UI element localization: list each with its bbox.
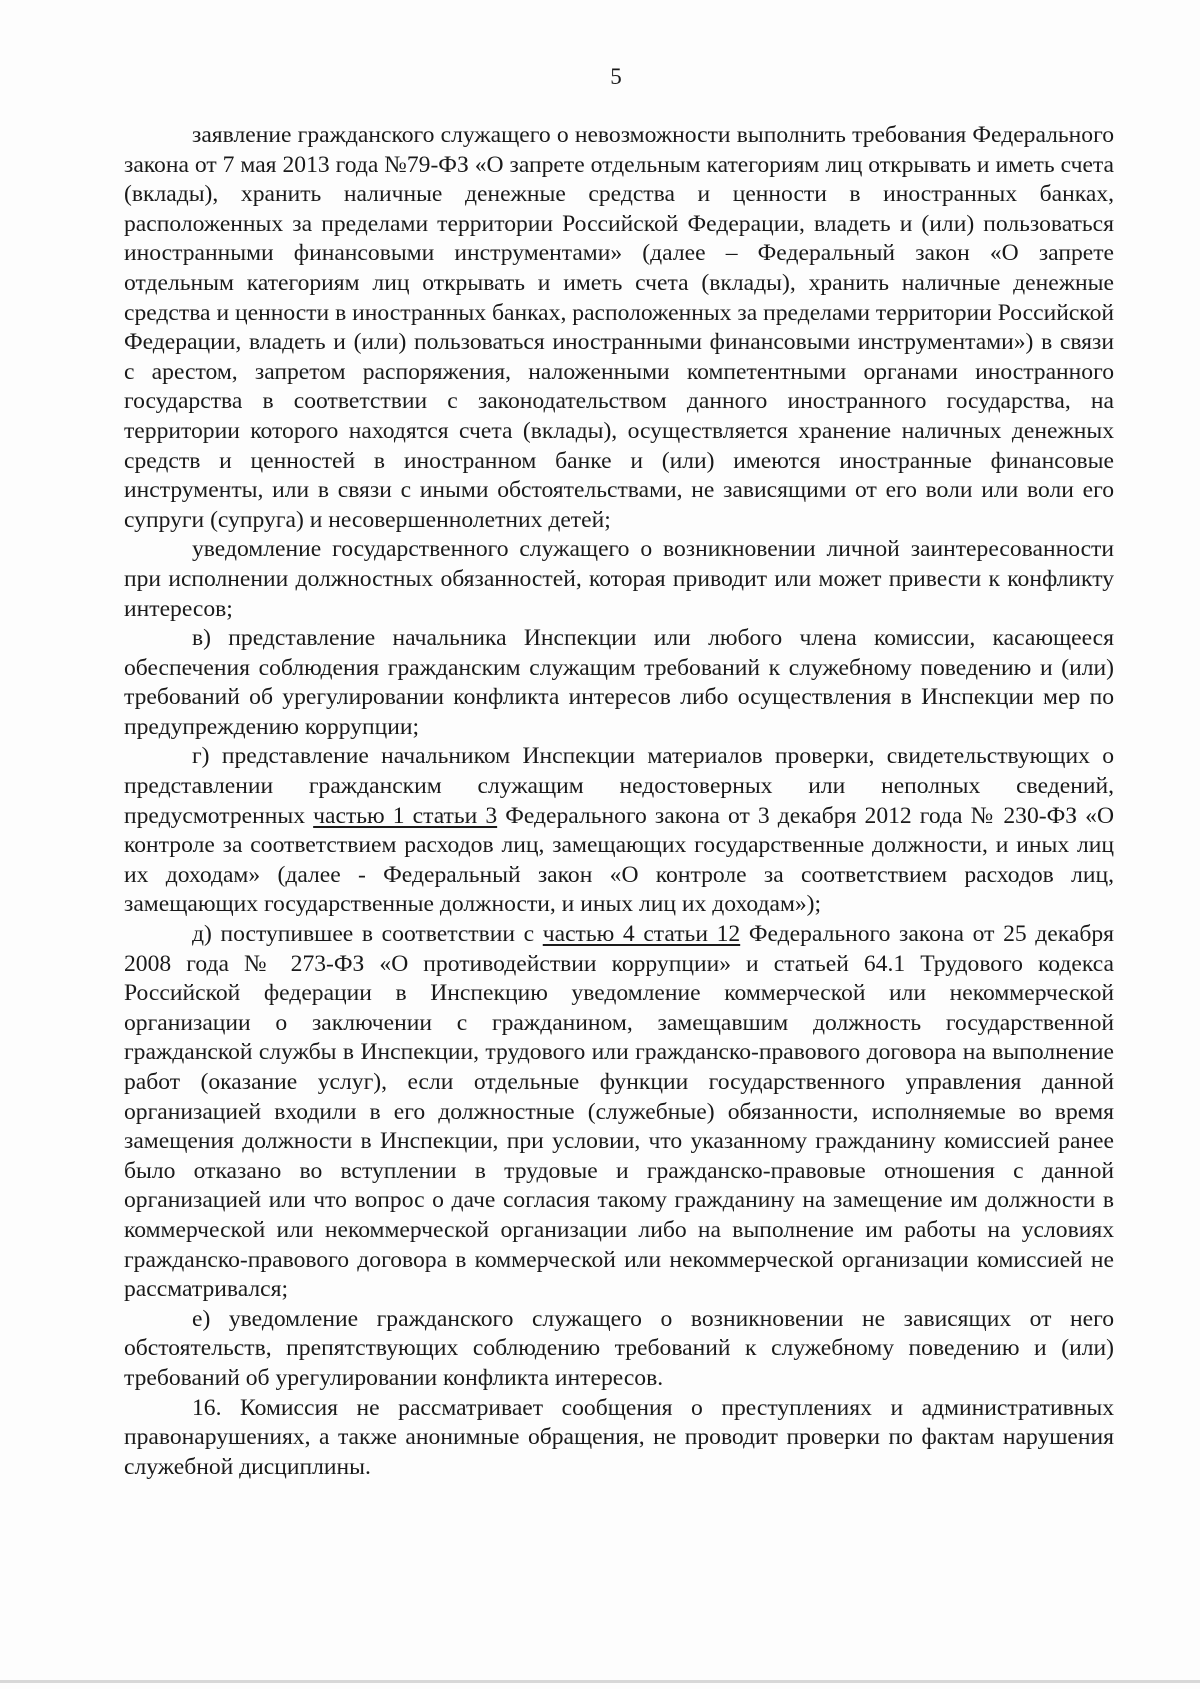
paragraph-item-g — [124, 742, 1114, 920]
page-number: 5 — [610, 64, 622, 89]
paragraph-item-e: е) уведомление гражданского служащего о возникновении не зависящих от него обстоятельств, препятствующих соблюдению требований к служебному поведению и (или) требований об урегулировании конфликта интересов. — [124, 1305, 1114, 1391]
law-reference-link[interactable]: частью 4 статьи 12 — [542, 921, 741, 948]
paragraph-section-16: 16. Комиссия не рассматривает сообщения о преступлениях и административных правонарушениях, а также анонимные обращения, не проводит проверки по фактам нарушения служебной дисциплины. — [124, 1394, 1114, 1480]
law-reference-link[interactable]: частью 1 статьи 3 — [313, 802, 498, 829]
paragraph-item-g-text-end: Федерального закона от 3 декабря 2012 года № 230-ФЗ «О контроле за соответствием расходов лиц, замещающих государственные должности, и иных лиц их доходам» (далее - Федеральный закон «О контроле за соответствием расходов лиц, замещающих государственные должности, и иных лиц их доходам»); — [124, 802, 1114, 918]
paragraph-notification: уведомление государственного служащего о возникновении личной заинтересованности при исполнении должностных обязанностей, которая приводит или может привести к конфликту интересов; — [124, 536, 1114, 622]
scan-edge-line — [0, 1680, 1200, 1683]
paragraph-item-d-text-start: д) поступившее в соответствии с — [192, 921, 543, 948]
paragraph-item-g-text-start: г) представление начальником Инспекции материалов проверки, свидетельствующих о представлении гражданским служащим недостоверных или неполных сведений, предусмотренных — [124, 743, 1114, 829]
paragraph-item-v: в) представление начальника Инспекции или любого члена комиссии, касающееся обеспечения соблюдения гражданским служащим требований к служебному поведению и (или) требований об урегулировании конфликта интересов либо осуществления в Инспекции мер по предупреждению коррупции; — [124, 625, 1114, 740]
paragraph-item-d — [124, 920, 1114, 1305]
paragraph-statement: заявление гражданского служащего о невозможности выполнить требования Федерального закона от 7 мая 2013 года №79-ФЗ «О запрете отдельным категориям лиц открывать и иметь счета (вклады), хранить наличные денежные средства и ценности в иностранных банках, расположенных за пределами территории Российской Федерации, владеть и (или) пользоваться иностранными финансовыми инструментами» (далее – Федеральный закон «О запрете отдельным категориям лиц открывать и иметь счета (вклады), хранить наличные денежные средства и ценности в иностранных банках, расположенных за пределами территории Российской Федерации, владеть и (или) пользоваться иностранными финансовыми инструментами») в связи с арестом, запретом распоряжения, наложенными компетентными органами иностранного государства в соответствии с законодательством данного иностранного государства, на территории которого находятся счета (вклады), осуществляется хранение наличных денежных средств и ценностей в иностранном банке и (или) имеются иностранные финансовые инструменты, или в связи с иными обстоятельствами, не зависящими от его воли или воли его супруги (супруга) и несовершеннолетних детей; — [124, 122, 1114, 533]
document-body — [124, 121, 1114, 1482]
paragraph-item-d-text-end: Федерального закона от 25 декабря 2008 года № 273-ФЗ «О противодействии коррупции» и статьей 64.1 Трудового кодекса Российской федерации в Инспекцию уведомление коммерческой или некоммерческой организации о заключении с гражданином, замещавшим должность государственной гражданской службы в Инспекции, трудового или гражданско-правового договора на выполнение работ (оказание услуг), если отдельные функции государственного управления данной организацией входили в его должностные (служебные) обязанности, исполняемые во время замещения должности в Инспекции, при условии, что указанному гражданину комиссией ранее было отказано во вступлении в трудовые и гражданско-правовые отношения с данной организацией или что вопрос о даче согласия такому гражданину на замещение им должности в коммерческой или некоммерческой организации либо на выполнение им работы на условиях гражданско-правового договора в коммерческой или некоммерческой организации комиссией не рассматривался; — [124, 921, 1114, 1303]
